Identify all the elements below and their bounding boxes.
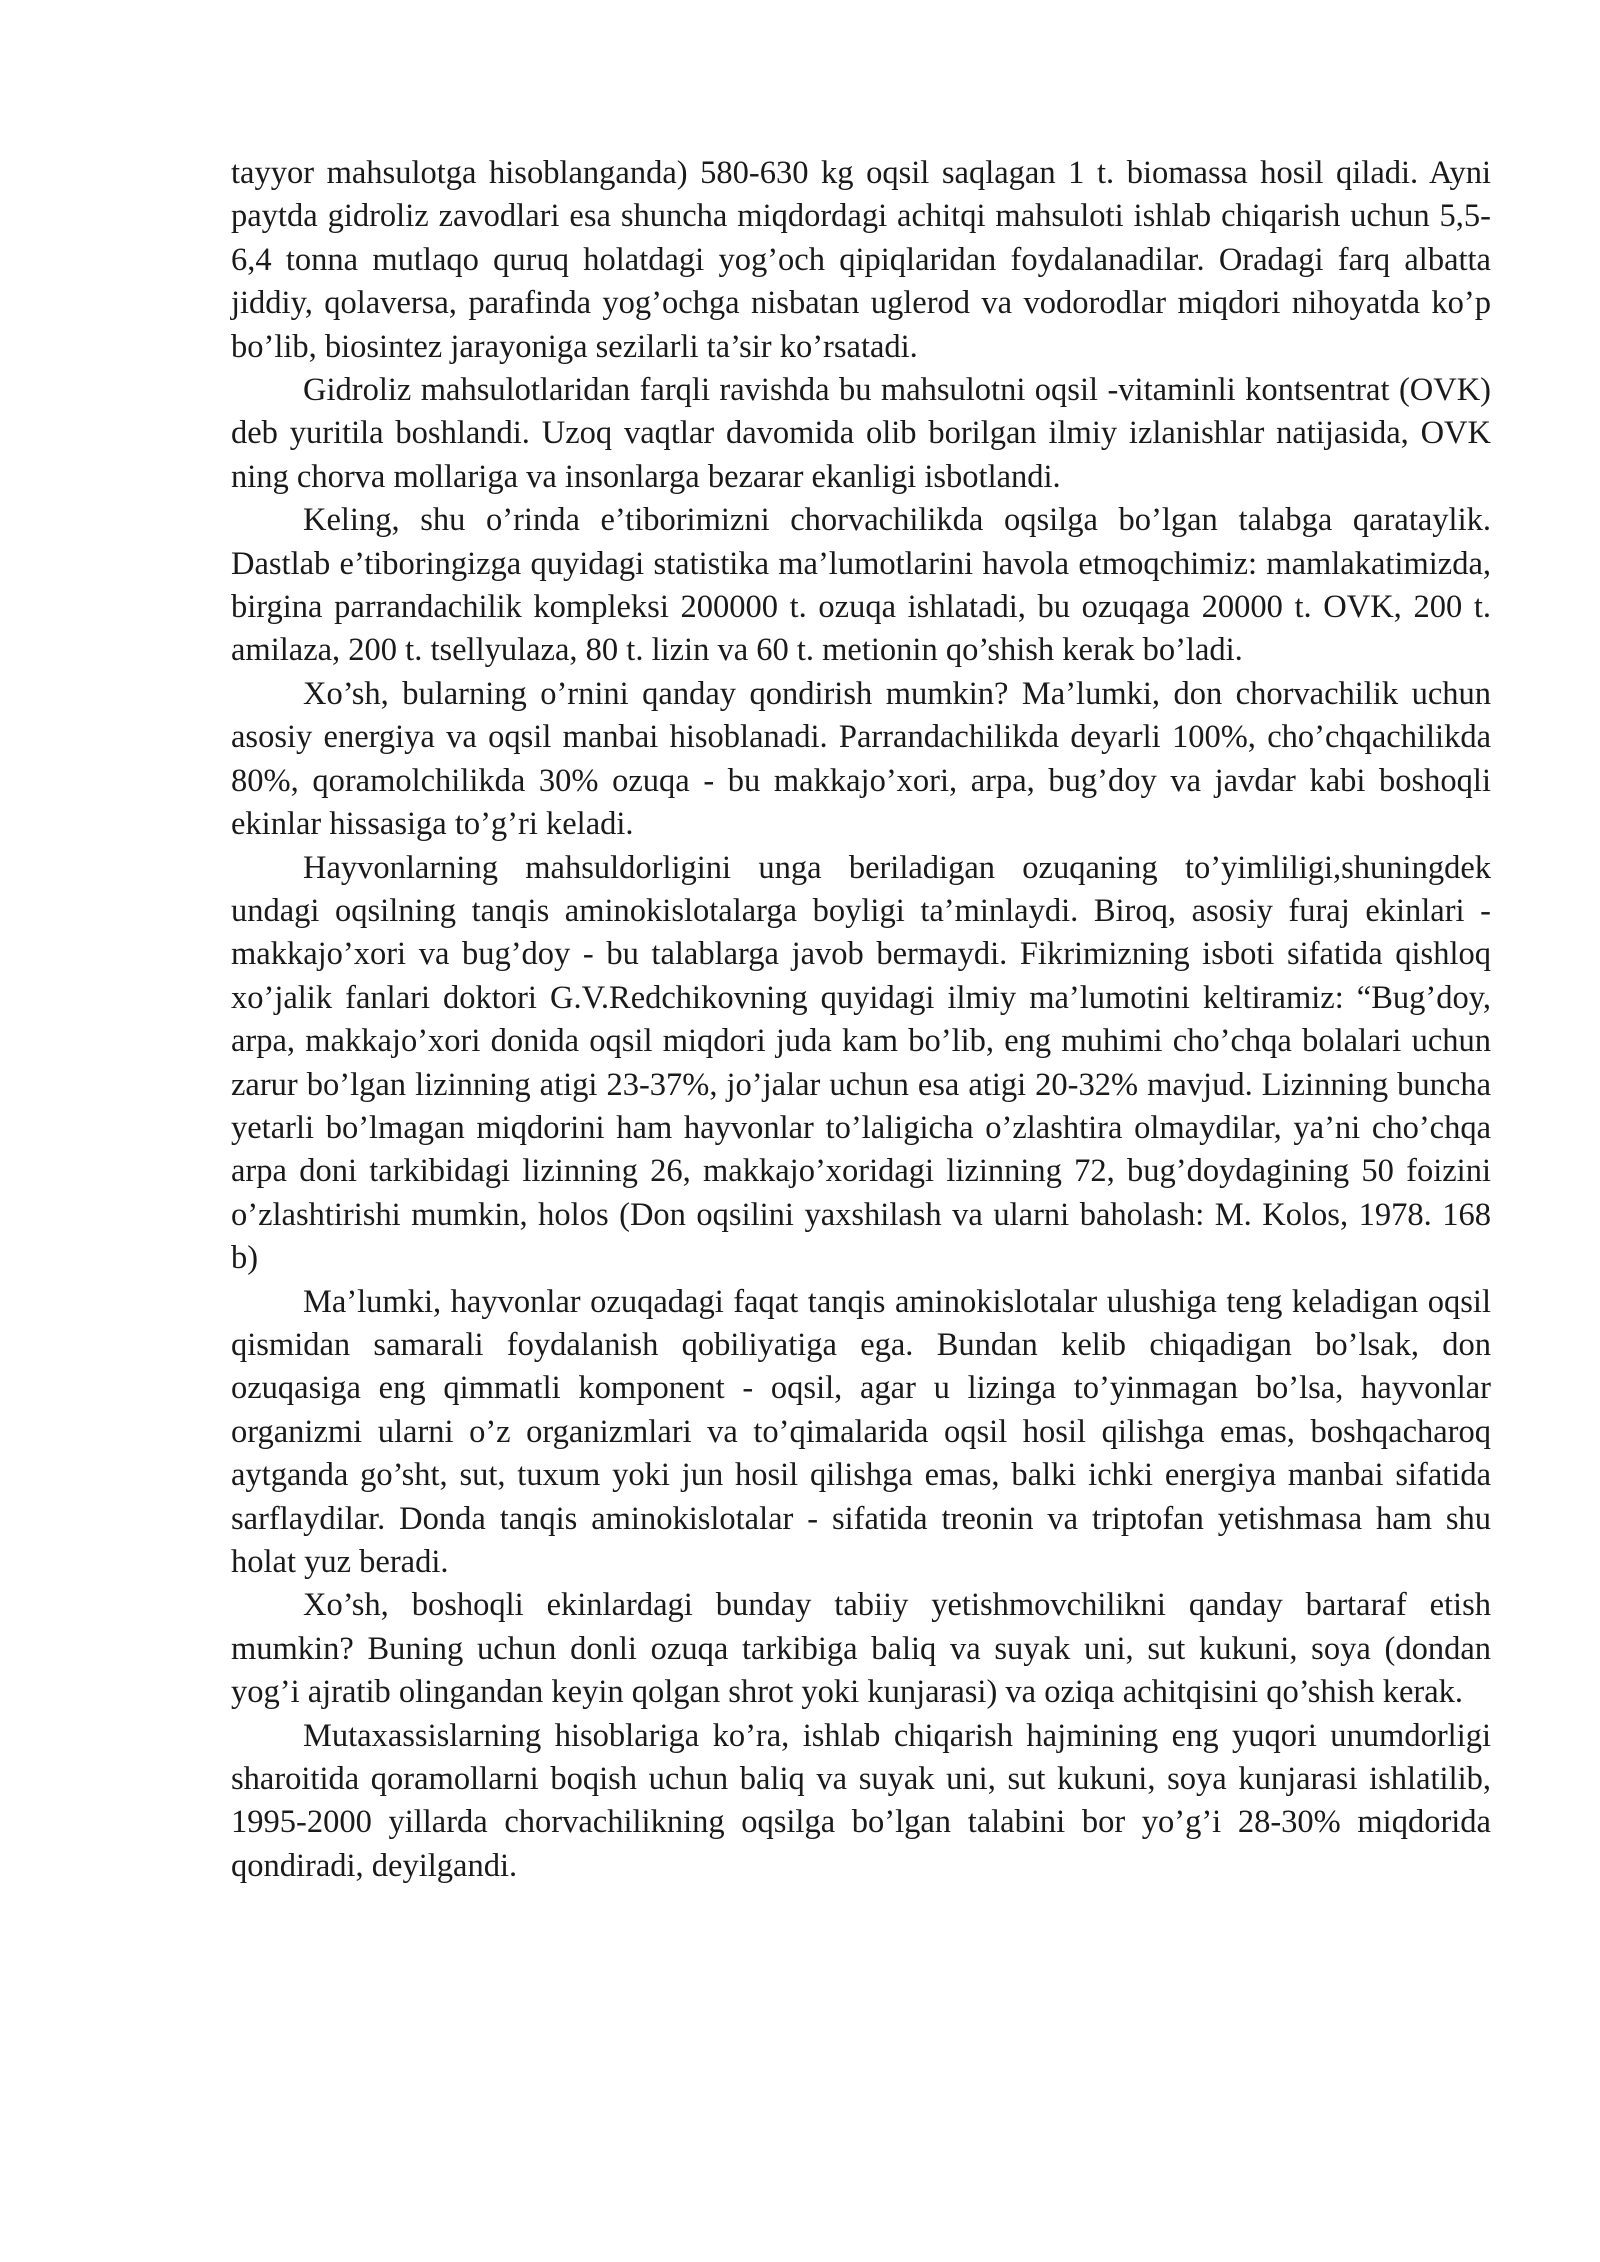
document-page	[231, 152, 1491, 1888]
paragraph-statistics: Keling, shu o’rinda e’tiborimizni chorvachilikda oqsilga bo’lgan talabga qarataylik. Dastlab e’tiboringizga quyidagi statistika ma’lumotlarini havola etmoqchimiz: mamlakatimizda, birgina parrandachilik kompleksi 200000 t. ozuqa ishlatadi, bu ozuqaga 20000 t. OVK, 200 t. amilaza, 200 t. tsellyulaza, 80 t. lizin va 60 t. metionin qo’shish kerak bo’ladi.	[231, 502, 1491, 669]
paragraph-amino-acids: Ma’lumki, hayvonlar ozuqadagi faqat tanqis aminokislotalar ulushiga teng keladigan oqsil qismidan samarali foydalanish qobiliyatiga ega. Bundan kelib chiqadigan bo’lsak, don ozuqasiga eng qimmatli komponent - oqsil, agar u lizinga to’yinmagan bo’lsa, hayvonlar organizmi ularni o’z organizmlari va to’qimalarida oqsil hosil qilishga emas, boshqacharoq aytganda go’sht, sut, tuxum yoki jun hosil qilishga emas, balki ichki energiya manbai sifatida sarflaydilar. Donda tanqis aminokislotalar - sifatida treonin va triptofan yetishmasa ham shu holat yuz beradi.	[231, 1283, 1491, 1580]
paragraph-ovk: Gidroliz mahsulotlaridan farqli ravishda bu mahsulotni oqsil -vitaminli kontsentrat (OVK) deb yuritila boshlandi. Uzoq vaqtlar davomida olib borilgan ilmiy izlanishlar natijasida, OVK ning chorva mollariga va insonlarga bezarar ekanligi isbotlandi.	[231, 372, 1491, 495]
paragraph-deficiency: Xo’sh, boshoqli ekinlardagi bunday tabiiy yetishmovchilikni qanday bartaraf etish mumkin? Buning uchun donli ozuqa tarkibiga baliq va suyak uni, sut kukuni, soya (dondan yog’i ajratib olingandan keyin qolgan shrot yoki kunjarasi) va oziqa achitqisini qo’shish kerak.	[231, 1587, 1491, 1711]
paragraph-productivity: Hayvonlarning mahsuldorligini unga beriladigan ozuqaning to’yimliligi,shuningdek undagi oqsilning tanqis aminokislotalarga boyligi ta’minlaydi. Biroq, asosiy furaj ekinlari - makkajo’xori va bug’doy - bu talablarga javob bermaydi. Fikrimizning isboti sifatida qishloq xo’jalik fanlari doktori G.V.Redchikovning quyidagi ilmiy ma’lumotini keltiramiz: “Bug’doy, arpa, makkajo’xori donida oqsil miqdori juda kam bo’lib, eng muhimi cho’chqa bolalari uchun zarur bo’lgan lizinning atigi 23-37%, jo’jalar uchun esa atigi 20-32% mavjud. Lizinning buncha yetarli bo’lmagan miqdorini ham hayvonlar to’laligicha o’zlashtira olmaydilar, ya’ni cho’chqa arpa doni tarkibidagi lizinning 26, makkajo’xoridagi lizinning 72, bug’doydagining 50 foizini o’zlashtirishi mumkin, holos (Don oqsilini yaxshilash va ularni baholash: M. Kolos, 1978. 168 b)	[231, 849, 1491, 1277]
paragraph-continuation: tayyor mahsulotga hisoblanganda) 580-630 kg oqsil saqlagan 1 t. biomassa hosil qiladi. Ayni paytda gidroliz zavodlari esa shuncha miqdordagi achitqi mahsuloti ishlab chiqarish uchun 5,5-6,4 tonna mutlaqo quruq holatdagi yog’och qipiqlaridan foydalanadilar. Oradagi farq albatta jiddiy, qolaversa, parafinda yog’ochga nisbatan uglerod va vodorodlar miqdori nihoyatda ko’p bo’lib, biosintez jarayoniga sezilarli ta’sir ko’rsatadi.	[231, 155, 1491, 365]
paragraph-grain: Xo’sh, bularning o’rnini qanday qondirish mumkin? Ma’lumki, don chorvachilik uchun asosiy energiya va oqsil manbai hisoblanadi. Parrandachilikda deyarli 100%, cho’chqachilikda 80%, qoramolchilikda 30% ozuqa - bu makkajo’xori, arpa, bug’doy va javdar kabi boshoqli ekinlar hissasiga to’g’ri keladi.	[231, 675, 1491, 843]
paragraph-specialists: Mutaxassislarning hisoblariga ko’ra, ishlab chiqarish hajmining eng yuqori unumdorligi sharoitida qoramollarni boqish uchun baliq va suyak uni, sut kukuni, soya kunjarasi ishlatilib, 1995-2000 yillarda chorvachilikning oqsilga bo’lgan talabini bor yo’g’i 28-30% miqdorida qondiradi, deyilgandi.	[231, 1717, 1491, 1884]
